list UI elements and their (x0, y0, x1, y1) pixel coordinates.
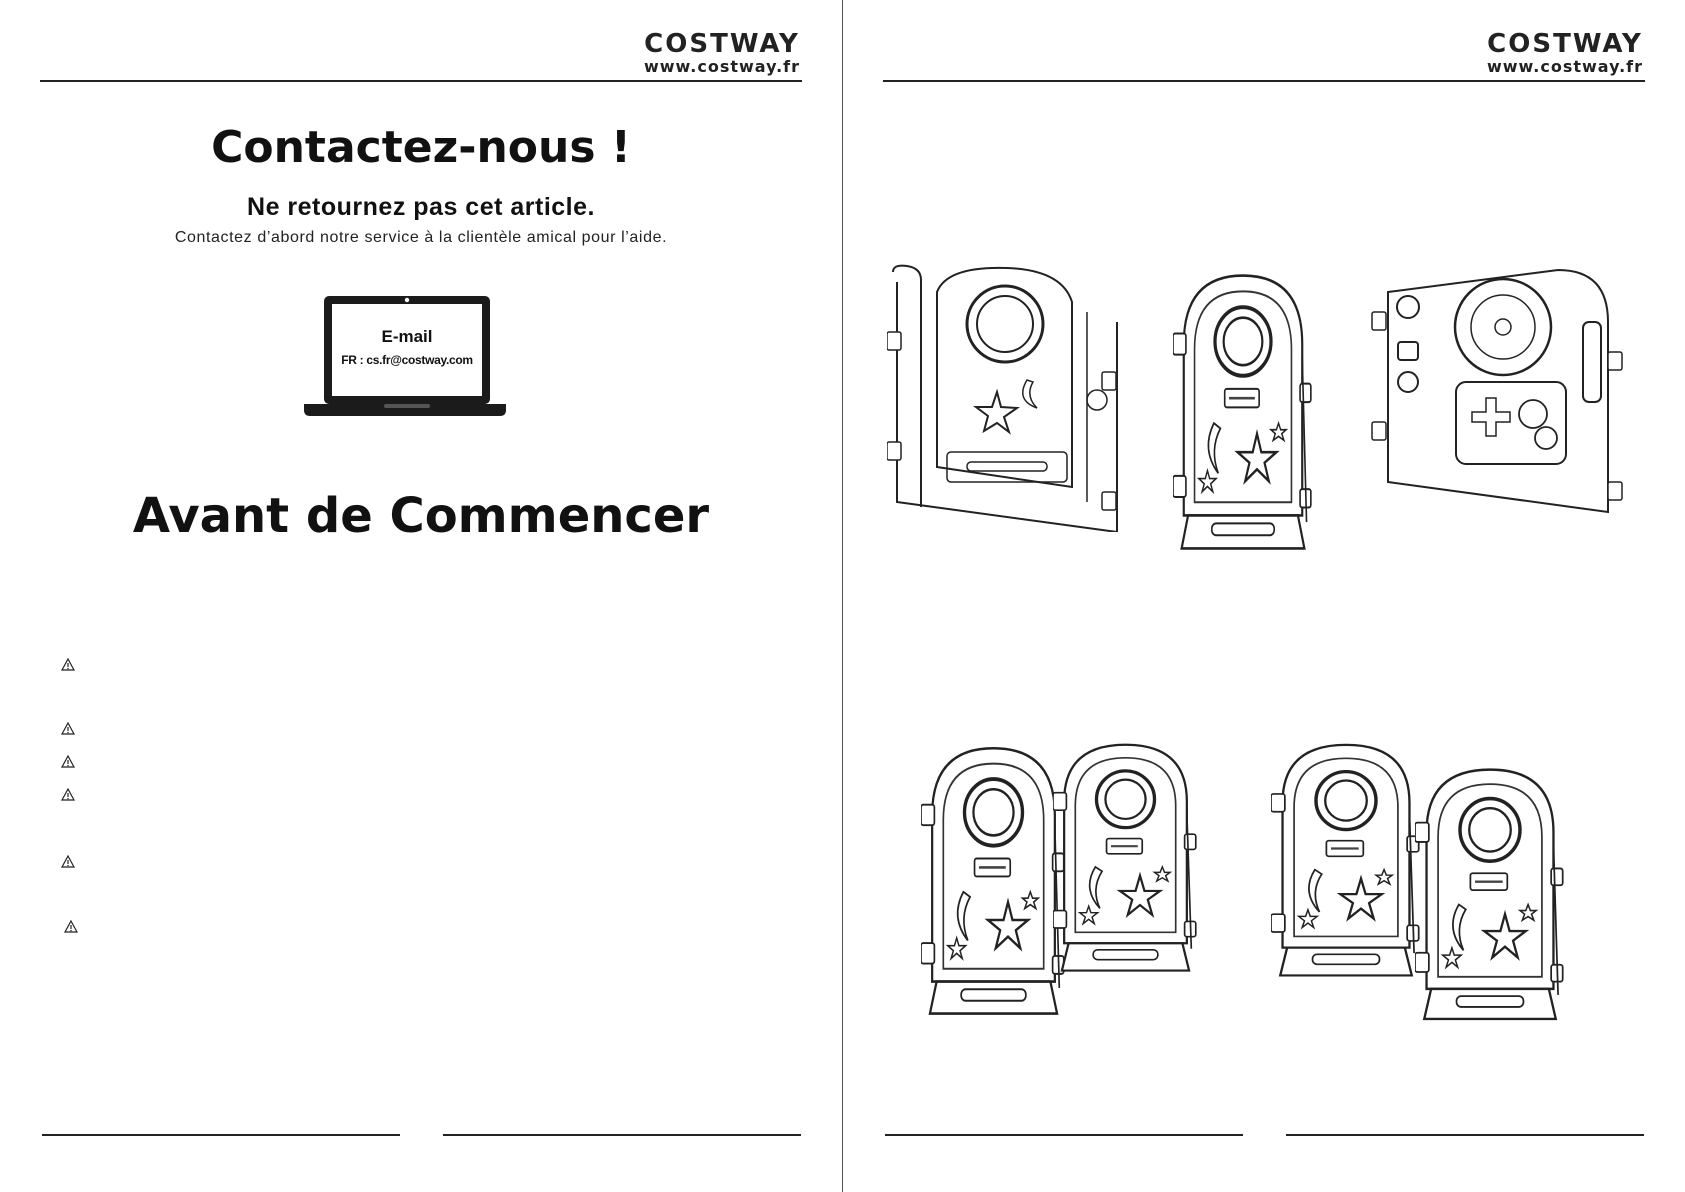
footer-rule-right (443, 1134, 801, 1136)
play-panel-pair-right-a-illustration (1271, 736, 1421, 981)
brand-logo (1487, 30, 1643, 76)
warning-triangle-icon (61, 658, 75, 671)
contact-title: Contactez-nous ! (211, 122, 631, 173)
warning-triangle-icon (61, 788, 75, 801)
warning-triangle-icon (61, 855, 75, 868)
header-rule (883, 80, 1645, 82)
play-panel-activity-board-illustration (1368, 262, 1628, 532)
laptop-email-address[interactable]: FR : cs.fr@costway.com (341, 353, 473, 367)
play-panel-pair-left-a-illustration (921, 738, 1066, 1020)
brand-url: www.costway.fr (1486, 57, 1643, 76)
laptop-email-graphic (304, 292, 506, 422)
laptop-email-label: E-mail (381, 327, 433, 346)
contact-note: Contactez d’abord notre service à la clientèle amical pour l’aide. (174, 229, 668, 246)
brand-logo (644, 30, 800, 76)
play-panel-window-illustration (1173, 265, 1313, 555)
footer-rule-right (1286, 1134, 1644, 1136)
play-panel-pair-right-b-illustration (1415, 760, 1565, 1025)
warning-triangle-icon (61, 722, 75, 735)
warning-triangle-icon (64, 920, 78, 933)
brand-url: www.costway.fr (643, 57, 800, 76)
brand-name: COSTWAY (644, 29, 800, 59)
section-title: Avant de Commencer (132, 488, 710, 544)
warning-triangle-icon (61, 755, 75, 768)
left-page (0, 0, 842, 1192)
play-panel-pair-left-b-illustration (1053, 736, 1198, 976)
header-rule (40, 80, 802, 82)
contact-subtitle: Ne retournez pas cet article. (247, 193, 595, 221)
footer-rule-left (42, 1134, 400, 1136)
footer-rule-left (885, 1134, 1243, 1136)
brand-name: COSTWAY (1487, 29, 1643, 59)
play-panel-window-with-gate-illustration (887, 262, 1147, 532)
right-page (843, 0, 1685, 1192)
